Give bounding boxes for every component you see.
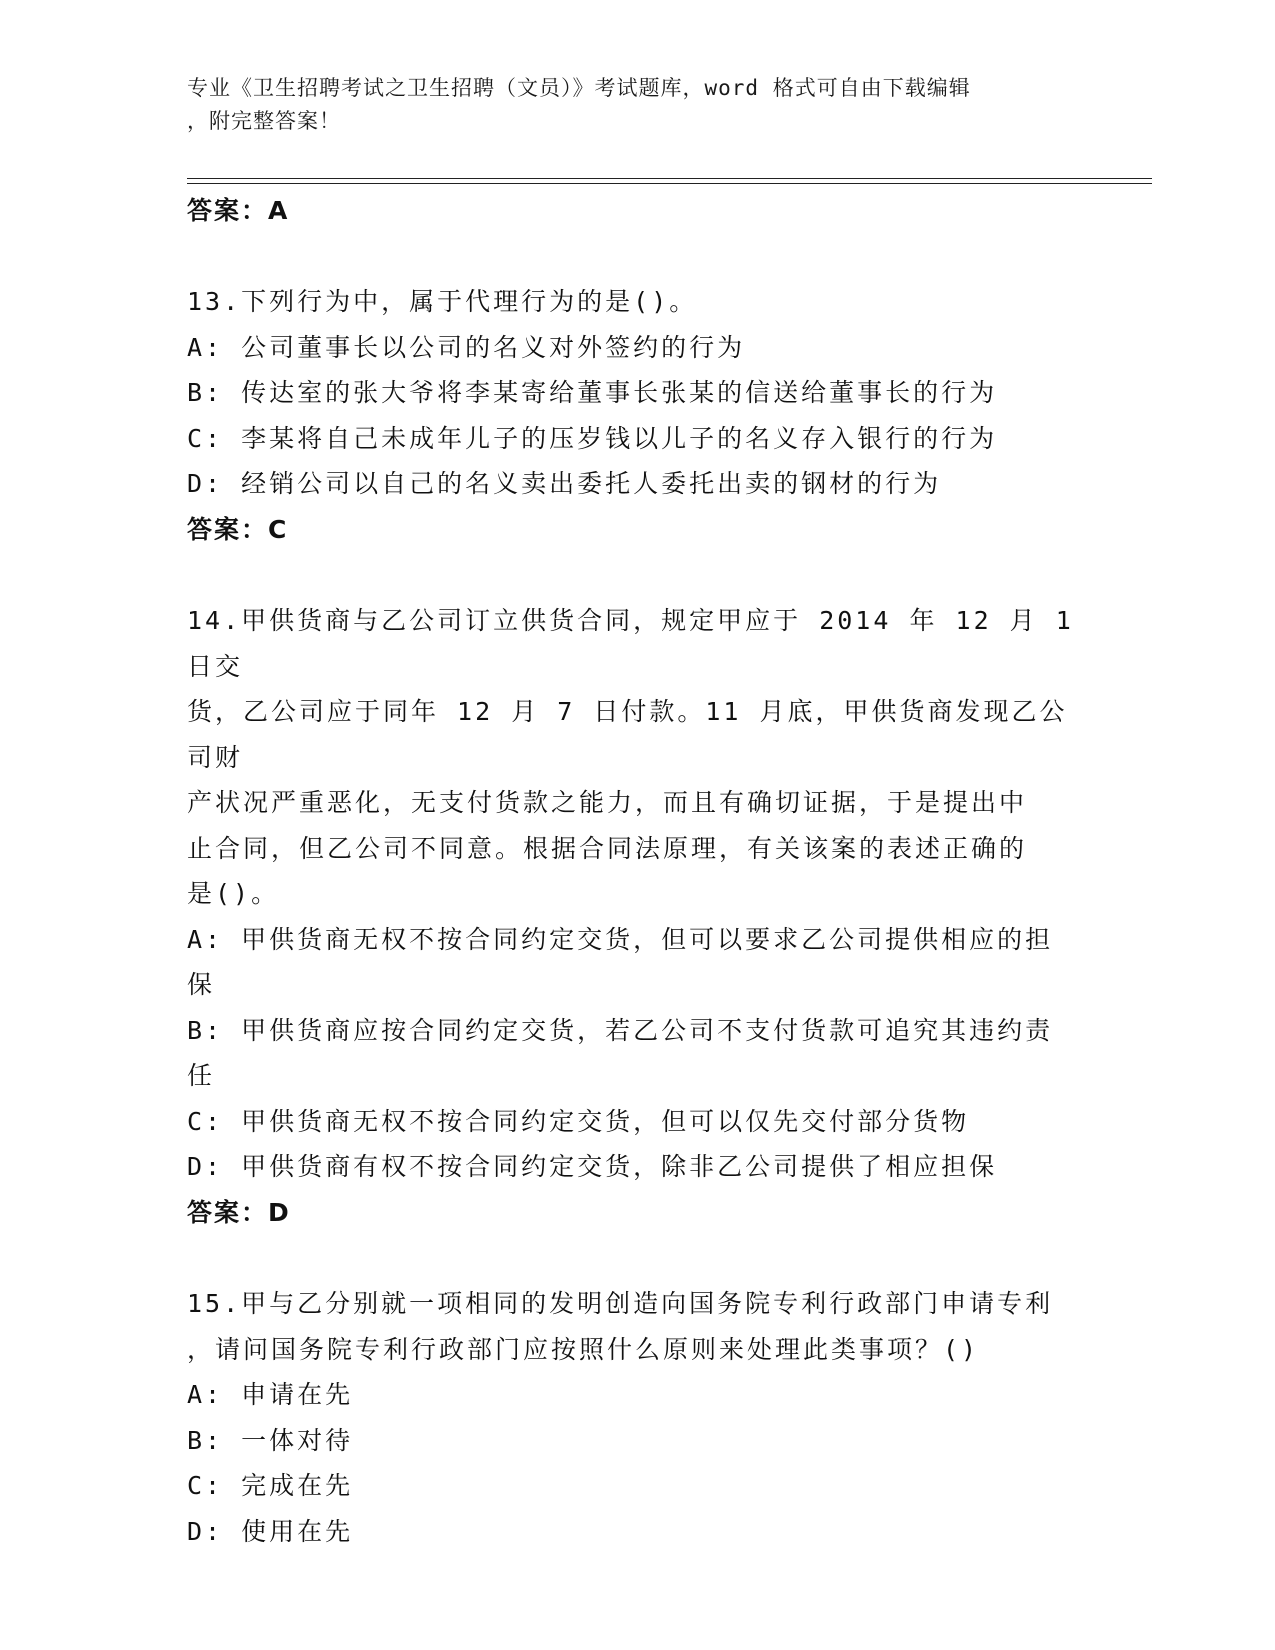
question-15-option-c: C: 完成在先: [187, 1471, 354, 1500]
question-13: [187, 279, 1087, 552]
question-15-stem-line-2: ，请问国务院专利行政部门应按照什么原则来处理此类事项？(): [187, 1334, 980, 1364]
question-14-option-d: D: 甲供货商有权不按合同约定交货，除非乙公司提供了相应担保: [187, 1152, 998, 1181]
header-divider-bottom: [187, 183, 1152, 184]
blank-line: [187, 1235, 1087, 1281]
question-14: [187, 598, 1092, 1235]
blank-line: [187, 552, 1087, 598]
blank-line: [187, 234, 1087, 280]
question-14-option-b-line-1: B: 甲供货商应按合同约定交货，若乙公司不支付货款可追究其违约责: [187, 1015, 1054, 1045]
question-14-stem-line-5: 是()。: [187, 879, 280, 908]
question-13-stem: 13.下列行为中，属于代理行为的是()。: [187, 287, 698, 316]
question-15-option-d: D: 使用在先: [187, 1516, 354, 1546]
question-13-option-a: A: 公司董事长以公司的名义对外签约的行为: [187, 332, 746, 362]
header-line-1: 专业《卫生招聘考试之卫生招聘（文员）》考试题库，word 格式可自由下载编辑: [187, 76, 971, 100]
document-header: [187, 72, 1077, 138]
question-13-option-b: B: 传达室的张大爷将李某寄给董事长张某的信送给董事长的行为: [187, 378, 998, 407]
question-15-option-b: B: 一体对待: [187, 1425, 354, 1455]
question-15-option-a: A: 申请在先: [187, 1380, 354, 1409]
question-14-stem-line-3: 产状况严重恶化，无支付货款之能力，而且有确切证据，于是提出中: [187, 788, 1028, 817]
question-14-stem-line-1: 14.甲供货商与乙公司订立供货合同，规定甲应于 2014 年 12 月 1 日交: [187, 606, 1092, 681]
question-13-answer: 答案：C: [187, 514, 289, 544]
question-content: [187, 188, 1092, 1554]
header-line-2: ，附完整答案！: [187, 109, 341, 133]
question-13-option-c: C: 李某将自己未成年儿子的压岁钱以儿子的名义存入银行的行为: [187, 423, 998, 453]
question-13-option-d: D: 经销公司以自己的名义卖出委托人委托出卖的钢材的行为: [187, 469, 942, 498]
question-14-stem-line-2: 货，乙公司应于同年 12 月 7 日付款。11 月底，甲供货商发现乙公司财: [187, 697, 1068, 772]
previous-answer: 答案：A: [187, 196, 290, 225]
question-14-option-c: C: 甲供货商无权不按合同约定交货，但可以仅先交付部分货物: [187, 1106, 970, 1136]
header-divider-top: [187, 178, 1152, 179]
question-15-stem-line-1: 15.甲与乙分别就一项相同的发明创造向国务院专利行政部门申请专利: [187, 1289, 1054, 1318]
question-14-option-a-line-1: A: 甲供货商无权不按合同约定交货，但可以要求乙公司提供相应的担: [187, 924, 1054, 954]
question-14-option-a-line-2: 保: [187, 970, 216, 999]
question-14-stem-line-4: 止合同，但乙公司不同意。根据合同法原理，有关该案的表述正确的: [187, 833, 1028, 863]
question-14-answer: 答案：D: [187, 1197, 291, 1227]
question-15: [187, 1281, 1087, 1554]
question-14-option-b-line-2: 任: [187, 1061, 216, 1090]
